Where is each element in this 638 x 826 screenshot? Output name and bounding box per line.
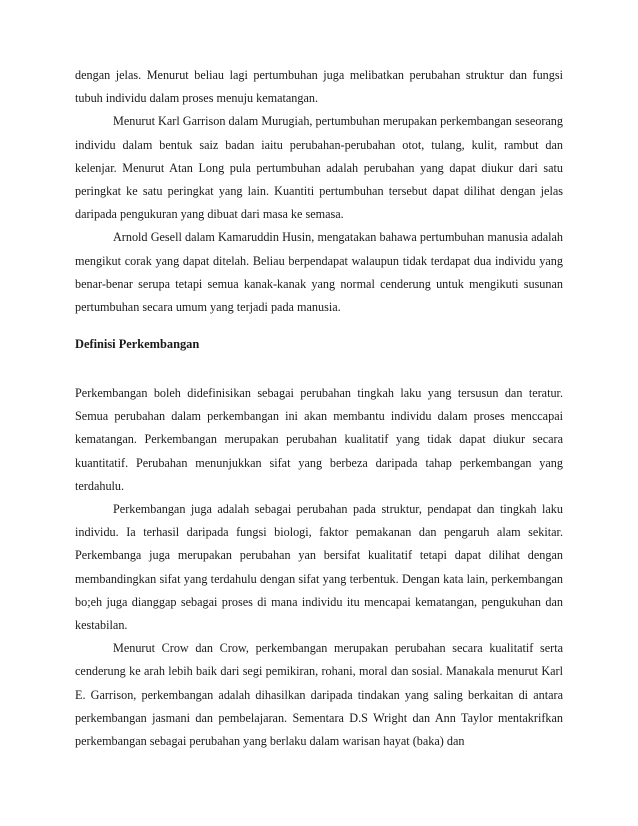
paragraph: Arnold Gesell dalam Kamaruddin Husin, mengatakan bahawa pertumbuhan manusia adalah mengikut corak yang dapat ditelah. Beliau berpendapat walaupun tidak terdapat dua individu yang benar-benar serupa tetapi semua kanak-kanak yang normal cenderung untuk mengikuti susunan pertumbuhan secara umum yang terjadi pada manusia. xyxy=(75,230,563,315)
section-heading: Definisi Perkembangan xyxy=(75,337,200,351)
paragraph: Perkembangan juga adalah sebagai perubahan pada struktur, pendapat dan tingkah laku individu. Ia terhasil daripada fungsi biologi, faktor pemakanan dan pengaruh alam sekitar. Perkembanga juga merupakan perubahan yan bersifat kualitatif tetapi dapat dilihat dengan membandingkan sifat yang terdahulu dengan sifat yang terbentuk. Dengan kata lain, perkembangan bo;eh juga dianggap sebagai proses di mana individu itu mencapai kematangan, pengukuhan dan kestabilan. xyxy=(75,502,563,633)
paragraph: dengan jelas. Menurut beliau lagi pertumbuhan juga melibatkan perubahan struktur dan fungsi tubuh individu dalam proses menuju kematangan. xyxy=(75,68,563,106)
continuation-section xyxy=(75,64,563,319)
paragraph: Menurut Karl Garrison dalam Murugiah, pertumbuhan merupakan perkembangan seseorang individu dalam bentuk saiz badan iaitu perubahan-perubahan otot, tulang, kulit, rambut dan kelenjar. Menurut Atan Long pula pertumbuhan adalah perubahan yang dapat diukur dari satu peringkat ke satu peringkat yang lain. Kuantiti pertumbuhan tersebut dapat dilihat dengan jelas daripada pengukuran yang dibuat dari masa ke semasa. xyxy=(75,114,563,222)
definition-section xyxy=(75,382,563,753)
paragraph: Menurut Crow dan Crow, perkembangan merupakan perubahan secara kualitatif serta cenderung ke arah lebih baik dari segi pemikiran, rohani, moral dan sosial. Manakala menurut Karl E. Garrison, perkembangan adalah dihasilkan daripada tindakan yang saling berkaitan di antara perkembangan jasmani dan pembelajaran. Sementara D.S Wright dan Ann Taylor mentakrifkan perkembangan sebagai perubahan yang berlaku dalam warisan hayat (baka) dan xyxy=(75,641,563,749)
paragraph: Perkembangan boleh didefinisikan sebagai perubahan tingkah laku yang tersusun dan teratur. Semua perubahan dalam perkembangan ini akan membantu individu dalam proses menccapai kematangan. Perkembangan merupakan perubahan kualitatif yang tidak dapat diukur secara kuantitatif. Perubahan menunjukkan sifat yang berbeza daripada tahap perkembangan yang terdahulu. xyxy=(75,386,563,493)
